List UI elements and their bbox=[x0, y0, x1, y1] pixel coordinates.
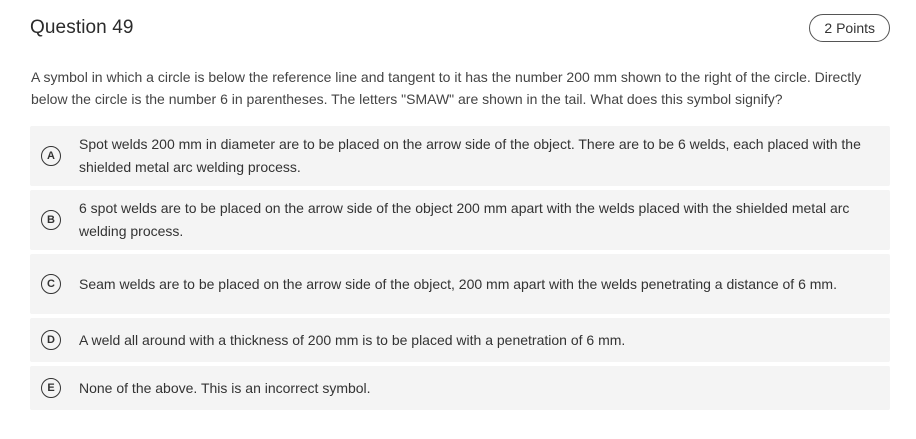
option-letter-a: A bbox=[41, 146, 61, 166]
option-letter-e: E bbox=[41, 378, 61, 398]
answer-option-d[interactable] bbox=[30, 318, 890, 362]
option-text-a: Spot welds 200 mm in diameter are to be placed on the arrow side of the object. There are to be 6 welds, each placed with the shielded metal arc welding process. bbox=[79, 136, 861, 175]
option-text-e: None of the above. This is an incorrect symbol. bbox=[79, 379, 371, 396]
question-header bbox=[30, 12, 890, 44]
option-letter-b: B bbox=[41, 210, 61, 230]
option-letter-d: D bbox=[41, 330, 61, 350]
option-text-b: 6 spot welds are to be placed on the arrow side of the object 200 mm apart with the welds placed with the shielded metal arc welding process. bbox=[79, 200, 850, 239]
answer-option-c[interactable] bbox=[30, 254, 890, 314]
option-text-d: A weld all around with a thickness of 200 mm is to be placed with a penetration of 6 mm. bbox=[79, 331, 626, 348]
question-prompt: A symbol in which a circle is below the reference line and tangent to it has the number 200 mm shown to the right of the circle. Directly below the circle is the number 6 in parentheses. The letters "SMAW" are shown in the tail. What does this symbol signify? bbox=[31, 69, 862, 107]
answer-option-b[interactable] bbox=[30, 190, 890, 250]
answer-option-a[interactable] bbox=[30, 126, 890, 186]
option-text-c: Seam welds are to be placed on the arrow side of the object, 200 mm apart with the welds penetrating a distance of 6 mm. bbox=[79, 275, 837, 292]
question-title: Question 49 bbox=[30, 17, 134, 38]
points-badge: 2 Points bbox=[809, 14, 890, 42]
answer-options bbox=[30, 126, 890, 414]
option-letter-c: C bbox=[41, 274, 61, 294]
answer-option-e[interactable] bbox=[30, 366, 890, 410]
